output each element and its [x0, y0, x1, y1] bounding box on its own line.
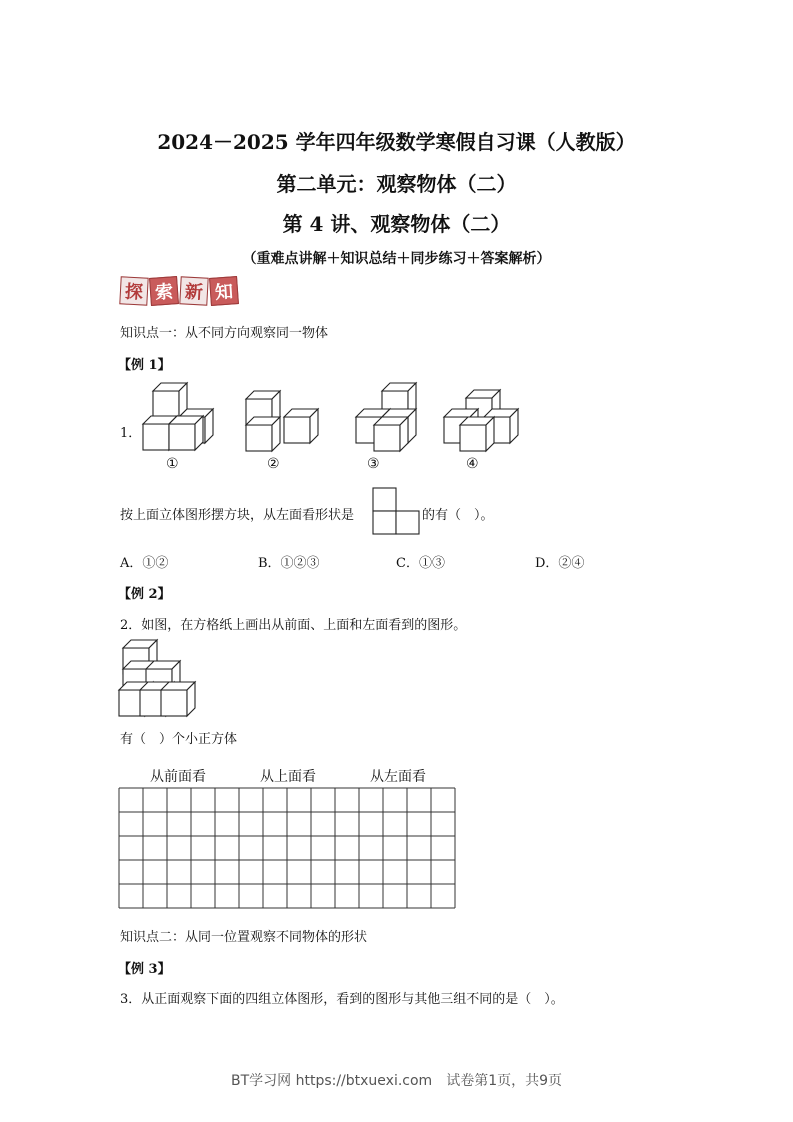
example-2-question: 2．如图，在方格纸上画出从前面、上面和左面看到的图形。 — [120, 618, 467, 633]
knowledge-point-2: 知识点二：从同一位置观察不同物体的形状 — [120, 930, 368, 945]
example-3-tag: 【例 3】 — [118, 962, 171, 977]
knowledge-point-1: 知识点一：从不同方向观察同一物体 — [120, 326, 329, 341]
figure-1-cubes — [143, 375, 213, 450]
lesson-subtitle: （重难点讲解＋知识总结＋同步练习＋答案解析） — [242, 251, 551, 267]
option-a[interactable]: A．①② — [120, 556, 169, 571]
example-1-number: 1． — [120, 426, 142, 441]
figure-label: ② — [267, 456, 280, 472]
example-2-cube-stack — [119, 640, 195, 716]
example-2-tag: 【例 2】 — [118, 587, 171, 602]
unit-title: 第二单元：观察物体（二） — [276, 172, 517, 196]
grid-head-front: 从前面看 — [150, 769, 206, 785]
figure-label: ④ — [466, 456, 479, 472]
figure-label: ③ — [367, 456, 380, 472]
figure-2-cubes — [246, 391, 318, 451]
grid-head-top: 从上面看 — [260, 769, 316, 785]
example-3-question: 3．从正面观察下面的四组立体图形，看到的图形与其他三组不同的是（ ）。 — [120, 992, 564, 1007]
drawing-grid[interactable] — [119, 788, 456, 909]
grid-head-left: 从左面看 — [370, 769, 426, 785]
option-b[interactable]: B．①②③ — [258, 556, 320, 571]
badge-char: 探 — [119, 276, 148, 305]
option-d[interactable]: D．②④ — [535, 556, 585, 571]
page-footer: BT学习网 https://btxuexi.com 试卷第1页，共9页 — [230, 1073, 563, 1089]
option-c[interactable]: C．①③ — [396, 556, 445, 571]
example-1-question-after: 的有（ ）。 — [422, 508, 494, 523]
badge-char: 新 — [179, 276, 208, 305]
figure-3-cubes — [356, 383, 416, 451]
lesson-title: 第 4 讲、观察物体（二） — [282, 212, 511, 236]
badge-char: 知 — [209, 276, 239, 306]
example-1-tag: 【例 1】 — [118, 358, 171, 373]
left-view-shape — [373, 488, 419, 534]
figure-4-cubes — [444, 390, 518, 451]
cube-count-blank[interactable]: 有（ ）个小正方体 — [120, 732, 238, 747]
badge-char: 索 — [149, 276, 179, 306]
figure-label: ① — [166, 456, 179, 472]
doc-title: 2024－2025 学年四年级数学寒假自习课（人教版） — [157, 130, 636, 154]
example-1-question-before: 按上面立体图形摆方块，从左面看形状是 — [120, 508, 355, 523]
